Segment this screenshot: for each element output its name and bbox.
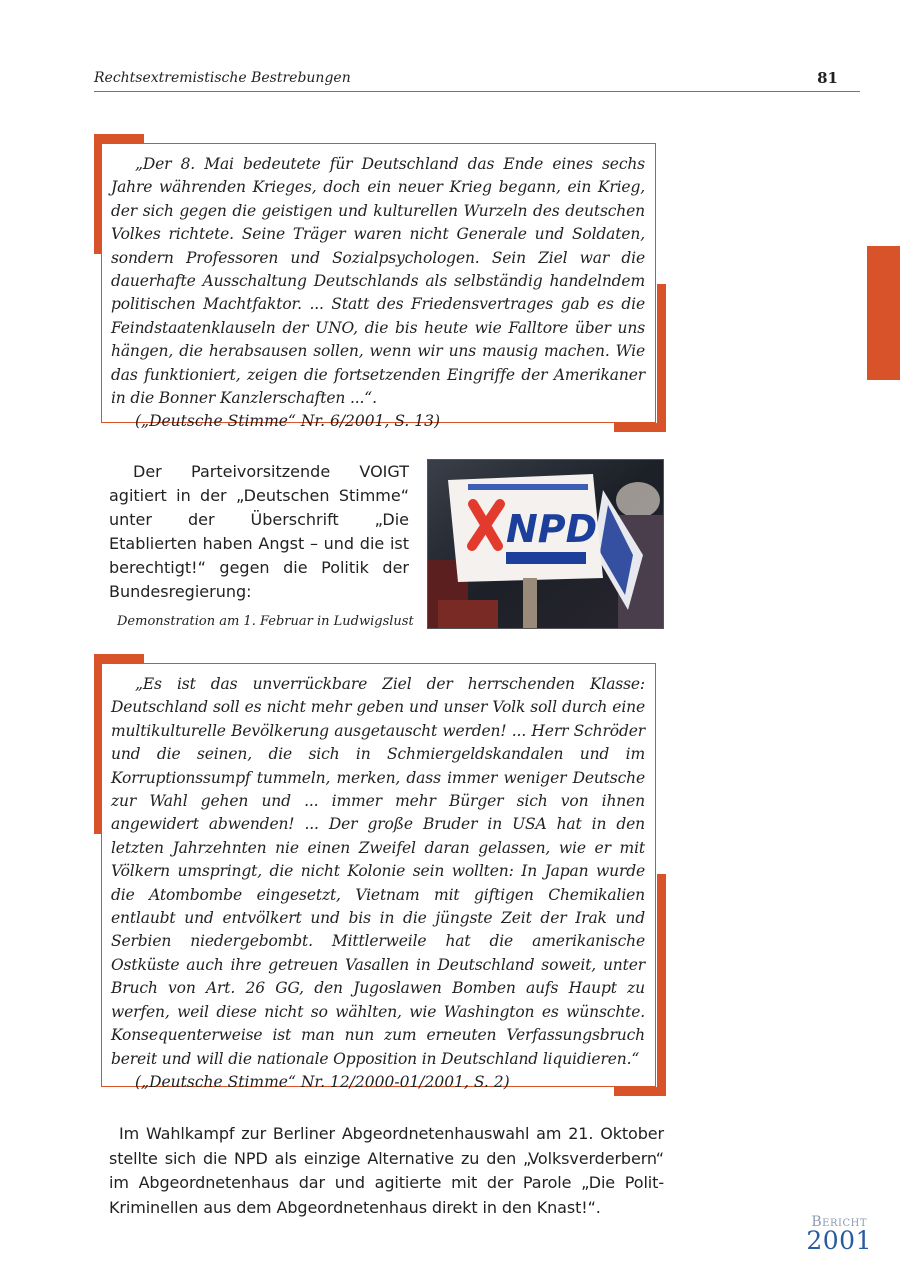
quote-accent-right — [657, 874, 666, 1096]
quote-accent-top — [94, 654, 144, 663]
running-header-title: Rechtsextremistische Bestrebungen — [94, 70, 351, 86]
quote-source: („Deutsche Stimme“ Nr. 6/2001, S. 13) — [135, 412, 441, 431]
quote-frame — [101, 143, 656, 431]
report-logo-label: Bericht — [811, 1214, 867, 1230]
chapter-side-tab — [867, 246, 900, 380]
body-paragraph: Im Wahlkampf zur Berliner Abgeordnetenhauswahl am 21. Oktober stellte sich die NPD als einzige Alternative zu den „Volksverderbern“ im Abgeordnetenhaus dar und agitierte mit der Parole „Die Polit-Kriminellen aus dem Abgeordnetenhaus direkt in den Knast!“. — [109, 1124, 664, 1217]
placard-text: NPD — [506, 507, 598, 551]
photo-caption: Demonstration am 1. Februar in Ludwigslust — [117, 614, 414, 629]
intro-paragraph: Der Parteivorsitzende VOIGT agitiert in der „Deutschen Stimme“ unter der Überschrift „Die Etablierten haben Angst – und die ist berechtigt!“ gegen die Politik der Bundesregierung: — [109, 462, 409, 601]
quote-source: („Deutsche Stimme“ Nr. 12/2000-01/2001, S. 2) — [135, 1072, 510, 1091]
quote-frame — [101, 663, 656, 1091]
page-number: 81 — [817, 69, 838, 87]
quote-accent-top — [94, 134, 144, 143]
demonstration-photo — [427, 459, 664, 629]
quote-box-2 — [94, 654, 666, 1096]
report-logo-year: 2001 — [806, 1226, 872, 1255]
quote-box-1 — [94, 134, 666, 432]
quote-text: „Der 8. Mai bedeutete für Deutschland das Ende eines sechs Jahre währenden Krieges, doch ein neuer Krieg begann, ein Krieg, der sich gegen die geistigen und kulturellen Wurzeln des deutschen Volkes richtete. Seine Träger waren nicht Generale und Soldaten, sondern Professoren und Sozialpsychologen. Sein Ziel war die dauerhafte Ausschaltung Deutschlands als selbständig handelndem politischen Machtfaktor. ... Statt des Friedensvertrages gab es die Feindstaatenklauseln der UNO, die bis heute wie Falltore über uns hängen, die herabsausen sollen, wenn wir uns mausig machen. Wie das funktioniert, zeigen die fortsetzenden Eingriffe der Amerikaner in die Bonner Kanzlerschaften ...“. — [111, 155, 645, 408]
header-rule — [94, 91, 860, 92]
report-logo — [806, 1214, 872, 1255]
quote-accent-right — [657, 284, 666, 432]
quote-text: „Es ist das unverrückbare Ziel der herrschenden Klasse: Deutschland soll es nicht mehr geben und unser Volk soll durch eine multikulturelle Bevölkerung ausgetauscht werden! ... Herr Schröder und die seinen, die sich in Schmiergeldskandalen und im Korruptionssumpf tummeln, merken, dass immer weniger Deutsche zur Wahl gehen und ... immer mehr Bürger sich von ihnen angewidert abwenden! ... Der große Bruder in USA hat in den letzten Jahrzehnten nie einen Zweifel daran gelassen, wie er mit Völkern umspringt, die nicht Kolonie sein wollten: In Japan wurde die Atombombe eingesetzt, Vietnam mit giftigen Chemikalien entlaubt und entvölkert und bis in die jüngste Zeit der Irak und Serbien niedergebombt. Mittlerweile hat die amerikanische Ostküste auch ihre getreuen Vasallen in Deutschland soweit, unter Bruch von Art. 26 GG, den Jugoslawen Bomben aufs Haupt zu werfen, weil diese nicht so wählten, wie Washington es wünschte. Konsequenterweise ist man nun zum erneuten Verfassungsbruch bereit und will die nationale Opposition in Deutschland liquidieren.“ — [111, 675, 645, 1068]
